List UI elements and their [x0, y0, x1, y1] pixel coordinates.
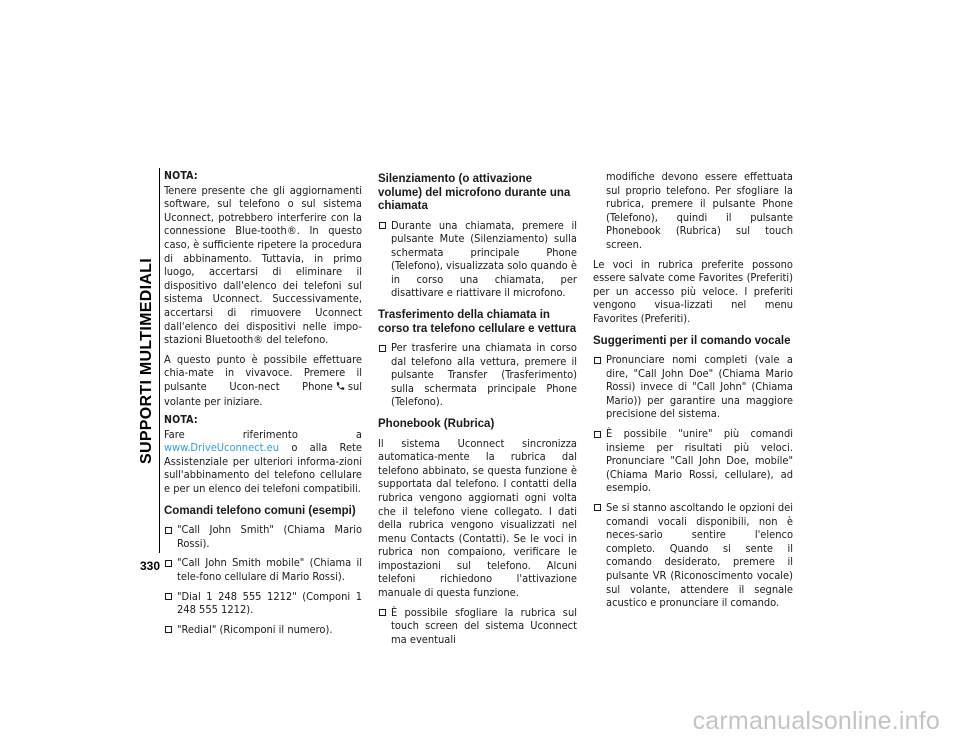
paragraph-text: Il sistema Uconnect sincronizza automatica-mente la rubrica dal telefono abbinato, se questa funzione è supportata dal telefono. I contatti della rubrica vengono aggiornati ogni volta che il telefono viene collegato. I dati della rubrica vengono visualizzati nel menu Contacts (Contatti). Se le voci in rubrica non compaiono, verificare le impostazioni sul telefono. Alcuni telefoni richiedono l'attivazione manuale di questa funzione. — [378, 436, 577, 600]
section-heading: Trasferimento della chiamata in corso tra telefono cellulare e vettura — [378, 309, 577, 335]
section-heading: Comandi telefono comuni (esempi) — [164, 504, 356, 517]
list-item-continuation: modifiche devono essere effettuata sul proprio telefono. Per sfogliare la rubrica, premere il pulsante Phone (Telefono), quindi il pulsante Phonebook (Rubrica) sul touch screen. — [606, 170, 793, 251]
section-tab-label: SUPPORTI MULTIMEDIALI — [138, 257, 155, 464]
checkbox-bullet-icon — [165, 527, 172, 534]
note-label: NOTA: — [164, 170, 198, 182]
note-text — [164, 428, 362, 496]
list-item: Pronunciare nomi completi (vale a dire, "Call John Doe" (Chiama Mario Rossi) invece di "Call John" (Chiama Mario)) per garantire una maggiore precisione del sistema. — [593, 353, 793, 421]
list-item: "Call John Smith" (Chiama Mario Rossi). — [164, 523, 362, 550]
checkbox-bullet-icon — [165, 626, 172, 633]
page-number: 330 — [140, 559, 161, 573]
section-heading: Phonebook (Rubrica) — [378, 418, 495, 431]
watermark: carmanualsonline.info — [692, 707, 940, 735]
list-item: Se si stanno ascoltando le opzioni dei comandi vocali disponibili, non è neces-sario sentire l'elenco completo. Quando si sente il comando desiderato, premere il pulsante VR (Riconoscimento vocale) sul volante, attendere il segnale acustico e pronunciare il comando. — [593, 501, 793, 610]
mute-list — [378, 219, 577, 301]
checkbox-bullet-icon — [594, 357, 601, 364]
list-item: È possibile "unire" più comandi insieme per risultati più veloci. Pronunciare "Call John Doe, mobile" (Chiama Mario Rossi, cellulare), ad esempio. — [593, 427, 793, 495]
list-item: "Call John Smith mobile" (Chiama il tele-fono cellulare di Mario Rossi). — [164, 556, 362, 583]
list-item: Per trasferire una chiamata in corso dal telefono alla vettura, premere il pulsante Transfer (Trasferimento) sulla schermata principale Phone (Telefono). — [378, 341, 577, 409]
note-text: Tenere presente che gli aggiornamenti software, sul telefono o sul sistema Uconnect, potrebbero interferire con la connessione Blue-tooth®. In questo caso, è sufficiente ripetere la procedura di abbinamento. Tuttavia, in primo luogo, accertarsi di eliminare il dispositivo dall'elenco dei telefoni sul sistema Uconnect. Successivamente, accertarsi di rimuovere Uconnect dall'elenco dei dispositivi nelle impo-stazioni Bluetooth® del telefono. — [164, 183, 362, 347]
command-list — [164, 523, 362, 636]
section-divider — [159, 168, 160, 553]
phonebook-list — [378, 606, 577, 647]
list-item: Durante una chiamata, premere il pulsante Mute (Silenziamento) sulla schermata principale Phone (Telefono), visualizzata solo quando è in corso una chiamata, per disattivare e riattivare il microfono. — [378, 219, 577, 301]
checkbox-bullet-icon — [379, 345, 386, 352]
checkbox-bullet-icon — [594, 431, 601, 438]
website-link[interactable]: www.DriveUconnect.eu — [164, 441, 280, 455]
paragraph-handsfree — [164, 353, 362, 408]
checkbox-bullet-icon — [379, 609, 386, 616]
section-heading: Suggerimenti per il comando vocale — [593, 334, 791, 347]
voice-tips-list — [593, 353, 793, 610]
column-3 — [593, 170, 793, 616]
paragraph-text: sul volante per iniziare. — [164, 379, 362, 408]
note-text-b: o alla Rete Assistenziale per ulteriori informa-zioni sull'abbinamento del telefono cellulare e per un elenco dei telefoni compatibili. — [164, 441, 362, 496]
paragraph-text: Le voci in rubrica preferite possono essere salvate come Favorites (Preferiti) per un accesso più veloce. I preferiti vengono visua-lizzati nel menu Favorites (Preferiti). — [593, 257, 793, 325]
transfer-list — [378, 341, 577, 409]
checkbox-bullet-icon — [165, 593, 172, 600]
note-text-a: Fare riferimento a — [164, 427, 362, 441]
column-1 — [164, 170, 362, 642]
phone-icon — [335, 381, 346, 395]
paragraph-text: A questo punto è possibile effettuare chia-mate in vivavoce. Premere il pulsante Ucon-nect Phone — [164, 352, 362, 393]
checkbox-bullet-icon — [165, 560, 172, 567]
list-item: "Redial" (Ricomponi il numero). — [164, 623, 362, 637]
column-2 — [378, 170, 577, 652]
note-label: NOTA: — [164, 414, 198, 427]
section-heading: Silenziamento (o attivazione volume) del microfono durante una chiamata — [378, 173, 571, 212]
list-item: "Dial 1 248 555 1212" (Componi 1 248 555 1212). — [164, 590, 362, 617]
section-tab — [138, 168, 156, 553]
checkbox-bullet-icon — [379, 222, 386, 229]
checkbox-bullet-icon — [594, 504, 601, 511]
list-item: È possibile sfogliare la rubrica sul touch screen del sistema Uconnect ma eventuali — [378, 606, 577, 647]
